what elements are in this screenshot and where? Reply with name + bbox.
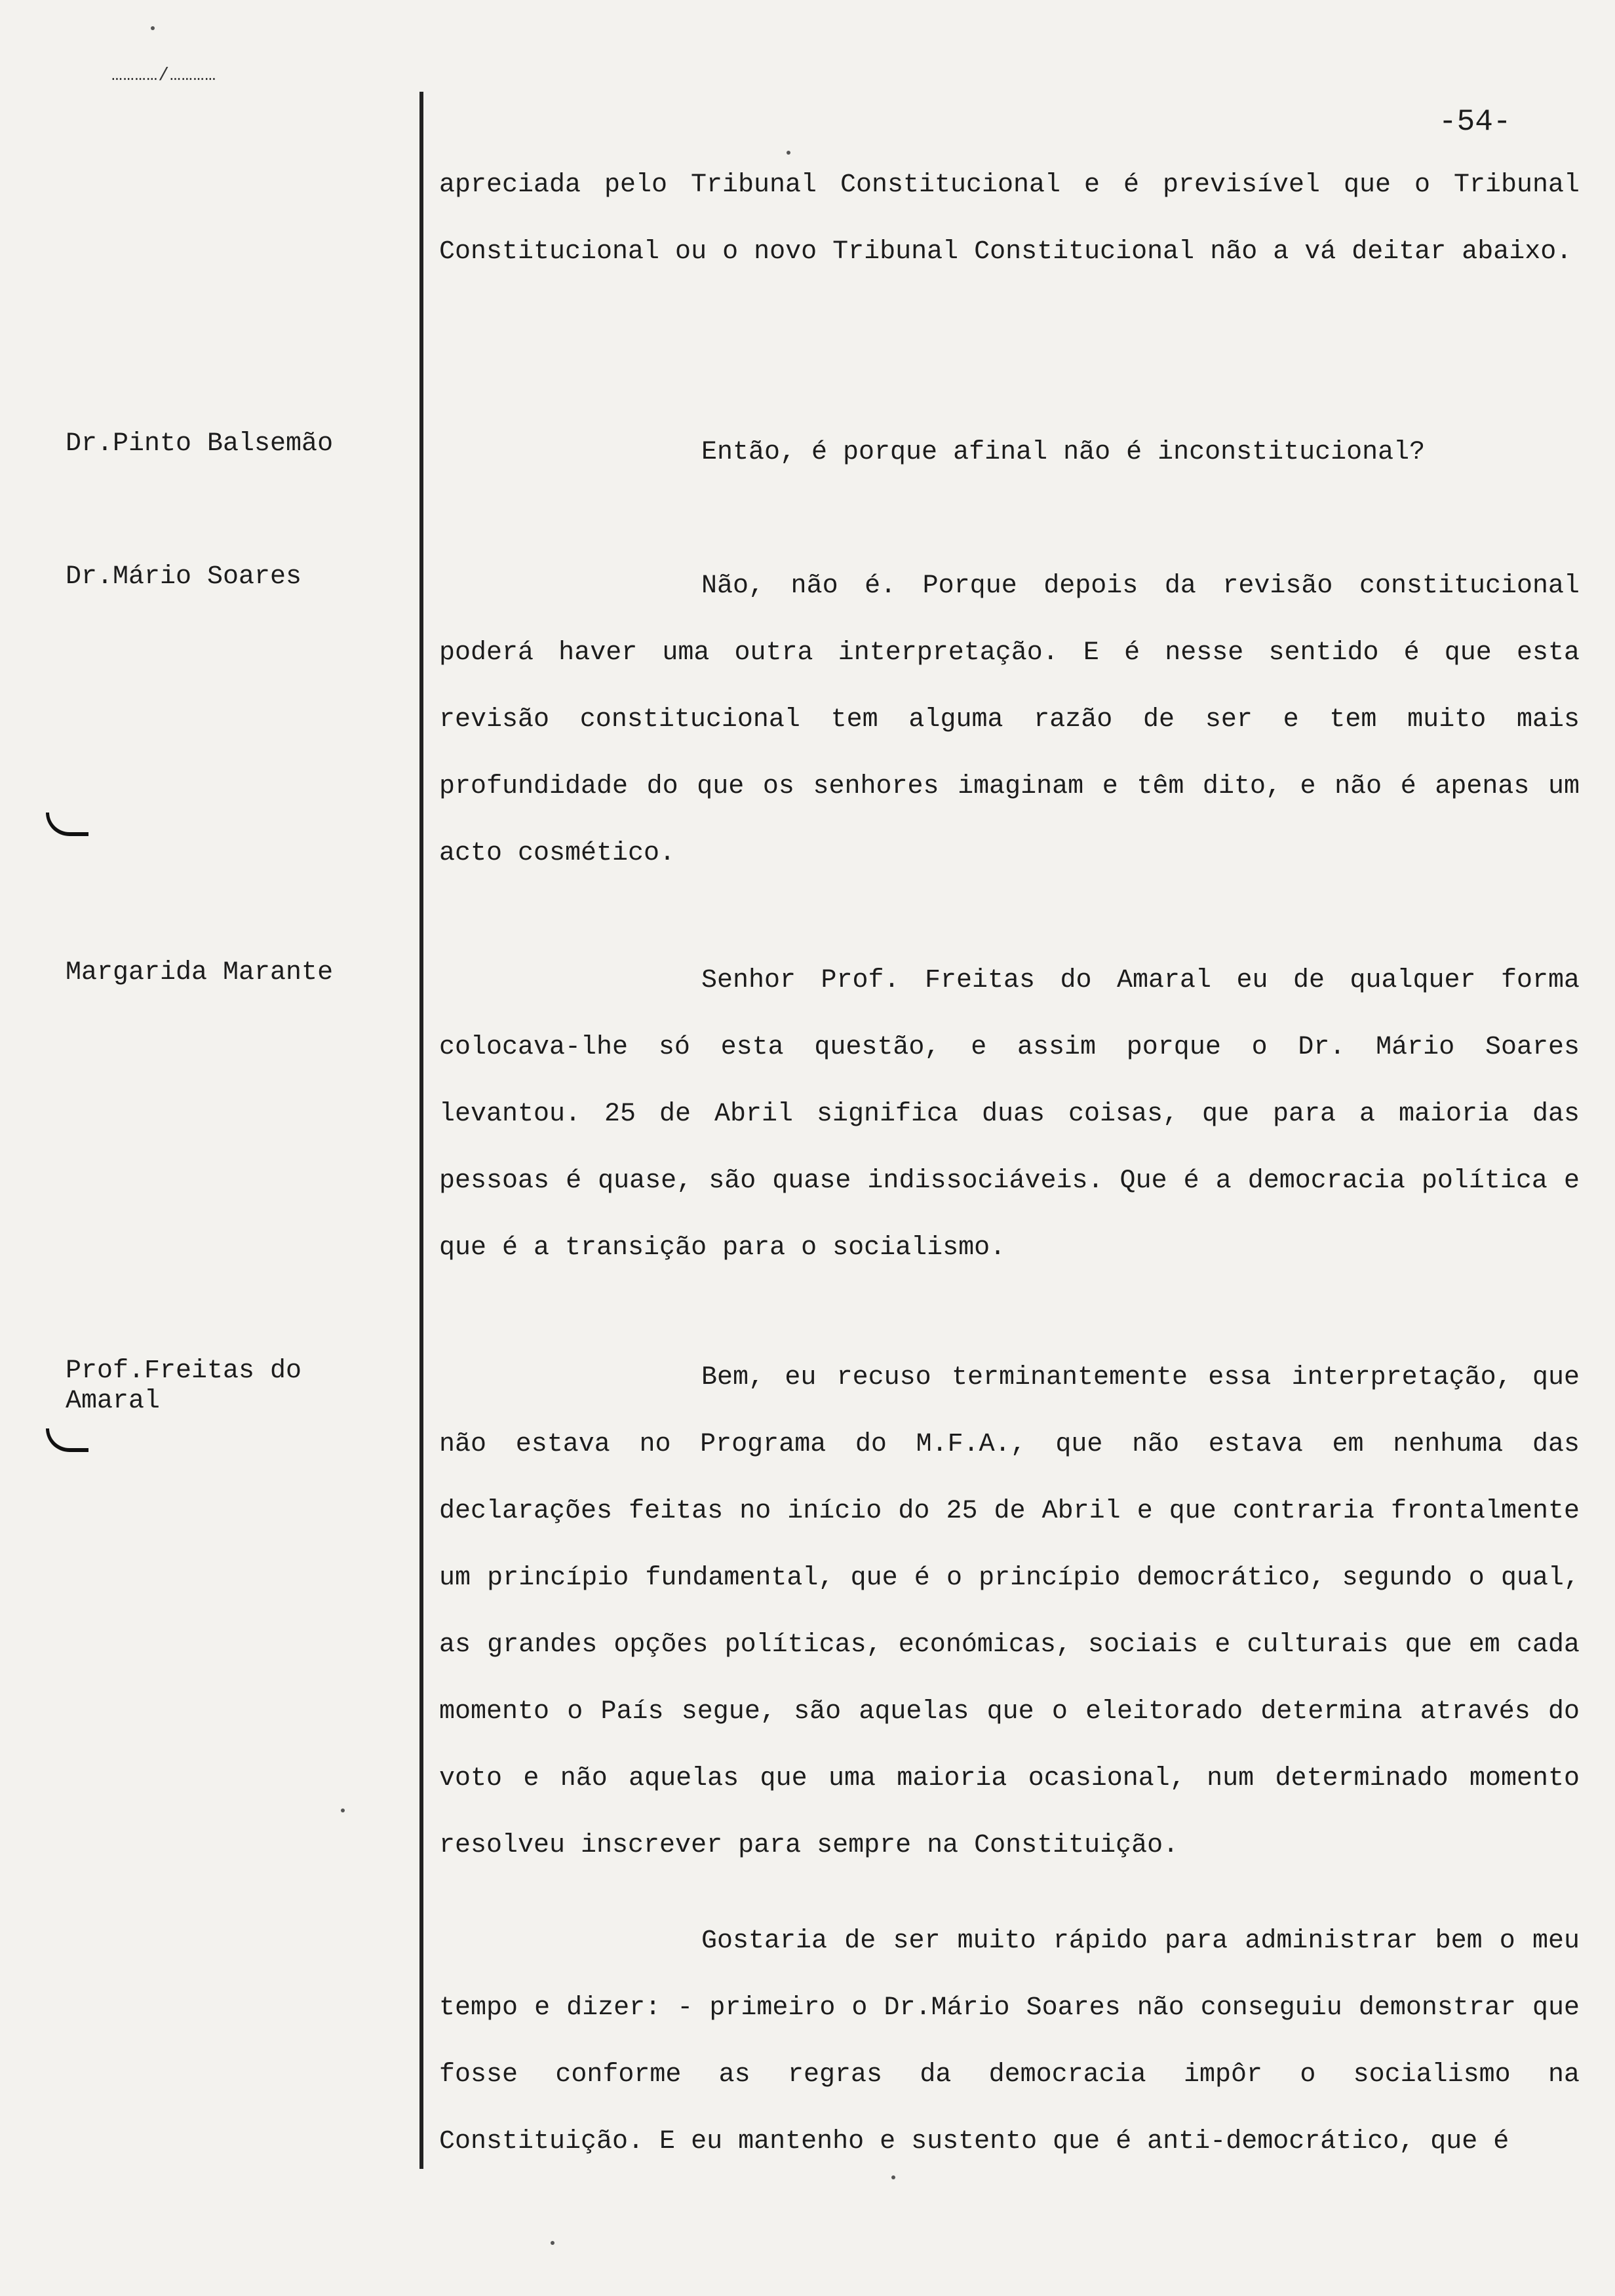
speaker-name: Dr.Pinto Balsemão [66,429,334,459]
paragraph: Senhor Prof. Freitas do Amaral eu de qualquer forma colocava-lhe só esta questão, e assim porque o Dr. Mário Soares levantou. 25 de Abril significa duas coisas, que para a maioria das pessoas é quase, são quase indissociáveis. Que é a democracia política e que é a transição para o socialismo. [439,966,1580,1263]
speck [341,1808,345,1812]
speck [787,151,790,155]
paragraph: Não, não é. Porque depois da revisão constitucional poderá haver uma outra interpretação. E é nesse sentido é que esta revisão constitucional tem alguma razão de ser e tem muito mais profundidade do que os senhores imaginam e têm dito, e não é apenas um acto cosmético. [439,571,1580,868]
speck [891,2175,895,2179]
paragraph: Então, é porque afinal não é inconstitucional? [701,438,1426,467]
margin-tick-mark [46,1428,88,1452]
speaker-name: Prof.Freitas do Amaral [66,1356,302,1416]
speck [151,26,155,30]
paragraph: apreciada pelo Tribunal Constitucional e é previsível que o Tribunal Constitucional ou o novo Tribunal Constitucional não a vá deitar abaixo. [439,170,1580,267]
speaker-name: Margarida Marante [66,958,334,987]
paragraph: Gostaria de ser muito rápido para administrar bem o meu tempo e dizer: - primeiro o Dr.Mário Soares não conseguiu demonstrar que fosse conforme as regras da democracia impôr o socialismo na Constituição. E eu mantenho e sustento que é anti-democrático, que é [439,1926,1580,2156]
page-number: -54- [1439,105,1511,139]
speck [551,2241,555,2245]
margin-tick-mark [46,813,88,836]
margin-rule [419,92,423,2169]
paragraph: Bem, eu recuso terminantemente essa interpretação, que não estava no Programa do M.F.A., que não estava em nenhuma das declarações feitas no início do 25 de Abril e que contraria frontalmente um princípio fundamental, que é o princípio democrático, segundo o qual, as grandes opções políticas, económicas, sociais e culturais que em cada momento o País segue, são aquelas que o eleitorado determina através do voto e não aquelas que uma maioria ocasional, num determinado momento resolveu inscrever para sempre na Constituição. [439,1363,1580,1860]
speaker-name: Dr.Mário Soares [66,562,302,592]
reference-line: …………/………… [111,66,217,86]
